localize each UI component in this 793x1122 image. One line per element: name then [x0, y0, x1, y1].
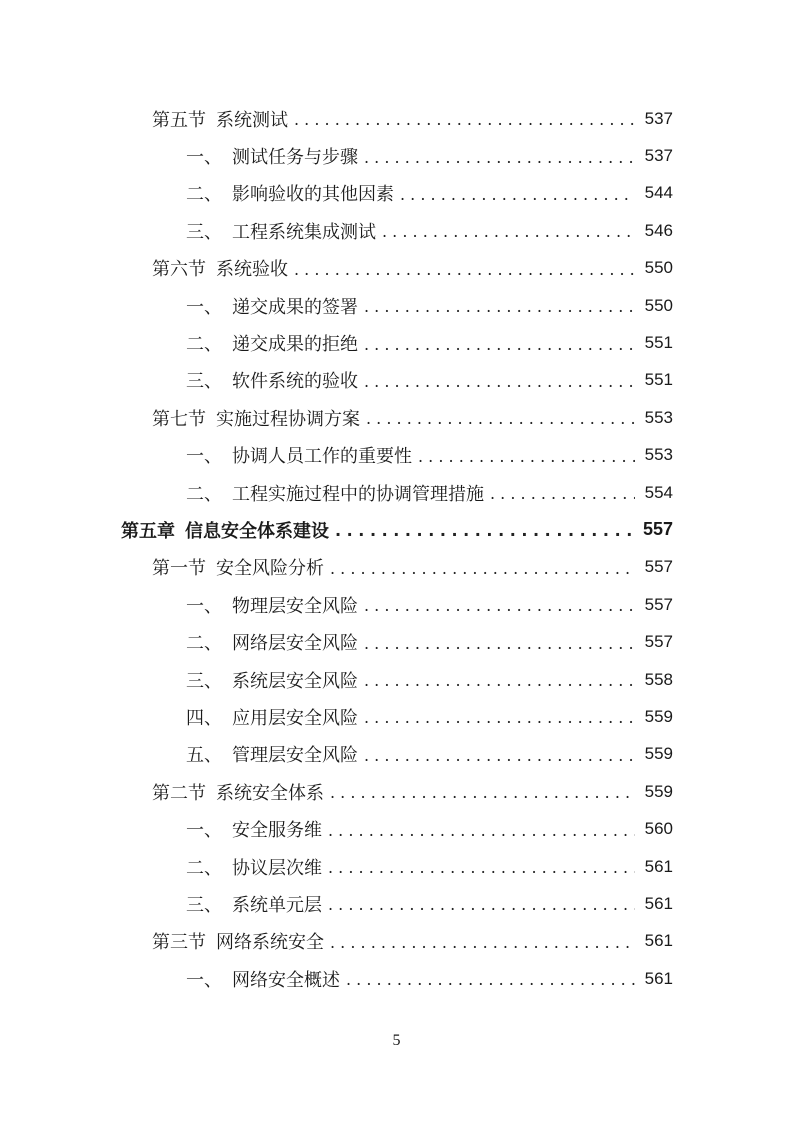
toc-number: 第七节 — [152, 408, 206, 430]
dot-leader — [364, 335, 635, 354]
toc-page-number: 561 — [644, 931, 673, 951]
toc-page-number: 559 — [644, 744, 673, 764]
toc-title: 应用层安全风险 — [232, 707, 358, 729]
toc-entry[interactable] — [0, 698, 793, 735]
dot-leader — [335, 521, 635, 540]
toc-entry[interactable] — [0, 885, 793, 922]
toc-page-number: 559 — [644, 706, 673, 726]
toc-page-number: 553 — [644, 407, 673, 427]
toc-entry[interactable] — [0, 399, 793, 436]
toc-title: 递交成果的拒绝 — [232, 334, 358, 356]
toc-title: 管理层安全风险 — [232, 745, 358, 767]
toc-title: 递交成果的签署 — [232, 296, 358, 318]
toc-title: 系统验收 — [216, 259, 288, 281]
dot-leader — [364, 148, 635, 167]
toc-number: 第五节 — [152, 109, 206, 131]
toc-entry[interactable] — [0, 250, 793, 287]
toc-number: 二、 — [186, 857, 222, 879]
toc-number: 二、 — [186, 633, 222, 655]
dot-leader — [400, 185, 635, 204]
toc-entry[interactable] — [0, 100, 793, 137]
toc-page-number: 558 — [644, 669, 673, 689]
toc-title: 协议层次维 — [232, 857, 322, 879]
dot-leader — [364, 596, 635, 615]
toc-page-number: 557 — [644, 632, 673, 652]
toc-page-number: 561 — [644, 893, 673, 913]
toc-entry[interactable] — [0, 474, 793, 511]
toc-entry[interactable] — [0, 773, 793, 810]
toc-title: 实施过程协调方案 — [216, 408, 360, 430]
toc-number: 一、 — [186, 595, 222, 617]
dot-leader — [330, 933, 635, 952]
toc-entry[interactable] — [0, 175, 793, 212]
toc-title: 物理层安全风险 — [232, 595, 358, 617]
dot-leader — [366, 409, 635, 428]
toc-page-number: 550 — [644, 295, 673, 315]
toc-chapter-entry[interactable] — [0, 511, 793, 548]
toc-number: 第六节 — [152, 259, 206, 281]
toc-title: 软件系统的验收 — [232, 371, 358, 393]
toc-title: 系统层安全风险 — [232, 670, 358, 692]
dot-leader — [364, 634, 635, 653]
toc-number: 第三节 — [152, 932, 206, 954]
dot-leader — [418, 447, 635, 466]
toc-entry[interactable] — [0, 324, 793, 361]
toc-title: 安全服务维 — [232, 820, 322, 842]
dot-leader — [490, 484, 635, 503]
toc-number: 一、 — [186, 969, 222, 991]
dot-leader — [328, 821, 635, 840]
dot-leader — [330, 559, 635, 578]
toc-entry[interactable] — [0, 437, 793, 474]
dot-leader — [382, 222, 635, 241]
toc-title: 系统安全体系 — [216, 782, 324, 804]
toc-number: 三、 — [186, 371, 222, 393]
toc-entry[interactable] — [0, 661, 793, 698]
toc-page-number: 559 — [644, 781, 673, 801]
toc-title: 信息安全体系建设 — [185, 520, 329, 542]
toc-page-number: 553 — [644, 445, 673, 465]
page-number: 5 — [392, 1032, 401, 1049]
dot-leader — [328, 858, 635, 877]
toc-entry[interactable] — [0, 137, 793, 174]
toc-entry[interactable] — [0, 960, 793, 997]
toc-page-number: 544 — [644, 183, 673, 203]
toc-entry[interactable] — [0, 623, 793, 660]
toc-page-number: 560 — [644, 819, 673, 839]
dot-leader — [364, 671, 635, 690]
toc-title: 安全风险分析 — [216, 558, 324, 580]
toc-page-number: 537 — [644, 108, 673, 128]
toc-number: 三、 — [186, 894, 222, 916]
toc-number: 第五章 — [121, 520, 175, 542]
toc-number: 第二节 — [152, 782, 206, 804]
toc-title: 系统单元层 — [232, 894, 322, 916]
toc-entry[interactable] — [0, 586, 793, 623]
toc-entry[interactable] — [0, 362, 793, 399]
toc-entry[interactable] — [0, 923, 793, 960]
toc-number: 四、 — [186, 707, 222, 729]
toc-page-number: 561 — [644, 968, 673, 988]
toc-page-number: 550 — [644, 258, 673, 278]
toc-title: 工程实施过程中的协调管理措施 — [232, 483, 484, 505]
toc-number: 五、 — [186, 745, 222, 767]
dot-leader — [294, 110, 635, 129]
toc-title: 测试任务与步骤 — [232, 147, 358, 169]
dot-leader — [330, 783, 635, 802]
toc-number: 二、 — [186, 184, 222, 206]
toc-title: 网络系统安全 — [216, 932, 324, 954]
toc-title: 网络层安全风险 — [232, 633, 358, 655]
dot-leader — [364, 372, 635, 391]
toc-number: 二、 — [186, 334, 222, 356]
dot-leader — [364, 297, 635, 316]
toc-entry[interactable] — [0, 810, 793, 847]
dot-leader — [364, 746, 635, 765]
toc-page-number: 551 — [644, 333, 673, 353]
toc-number: 一、 — [186, 446, 222, 468]
toc-page-number: 557 — [642, 519, 673, 540]
dot-leader — [294, 260, 635, 279]
toc-title: 协调人员工作的重要性 — [232, 446, 412, 468]
toc-title: 系统测试 — [216, 109, 288, 131]
toc-number: 第一节 — [152, 558, 206, 580]
dot-leader — [364, 708, 635, 727]
toc-entry[interactable] — [0, 287, 793, 324]
toc-page-number: 557 — [644, 594, 673, 614]
toc-number: 三、 — [186, 670, 222, 692]
toc-entry[interactable] — [0, 549, 793, 586]
toc-page-number: 561 — [644, 856, 673, 876]
toc-page-number: 557 — [644, 557, 673, 577]
toc-entry[interactable] — [0, 736, 793, 773]
toc-number: 一、 — [186, 820, 222, 842]
toc-page-number: 537 — [644, 146, 673, 166]
toc-page-number: 546 — [644, 220, 673, 240]
toc-entry[interactable] — [0, 212, 793, 249]
toc-number: 一、 — [186, 147, 222, 169]
dot-leader — [328, 895, 635, 914]
toc-page-number: 554 — [644, 482, 673, 502]
toc-title: 网络安全概述 — [232, 969, 340, 991]
table-of-contents — [0, 100, 793, 997]
toc-entry[interactable] — [0, 848, 793, 885]
toc-number: 三、 — [186, 221, 222, 243]
toc-title: 影响验收的其他因素 — [232, 184, 394, 206]
toc-title: 工程系统集成测试 — [232, 221, 376, 243]
toc-page-number: 551 — [644, 370, 673, 390]
toc-number: 一、 — [186, 296, 222, 318]
toc-number: 二、 — [186, 483, 222, 505]
dot-leader — [346, 970, 635, 989]
